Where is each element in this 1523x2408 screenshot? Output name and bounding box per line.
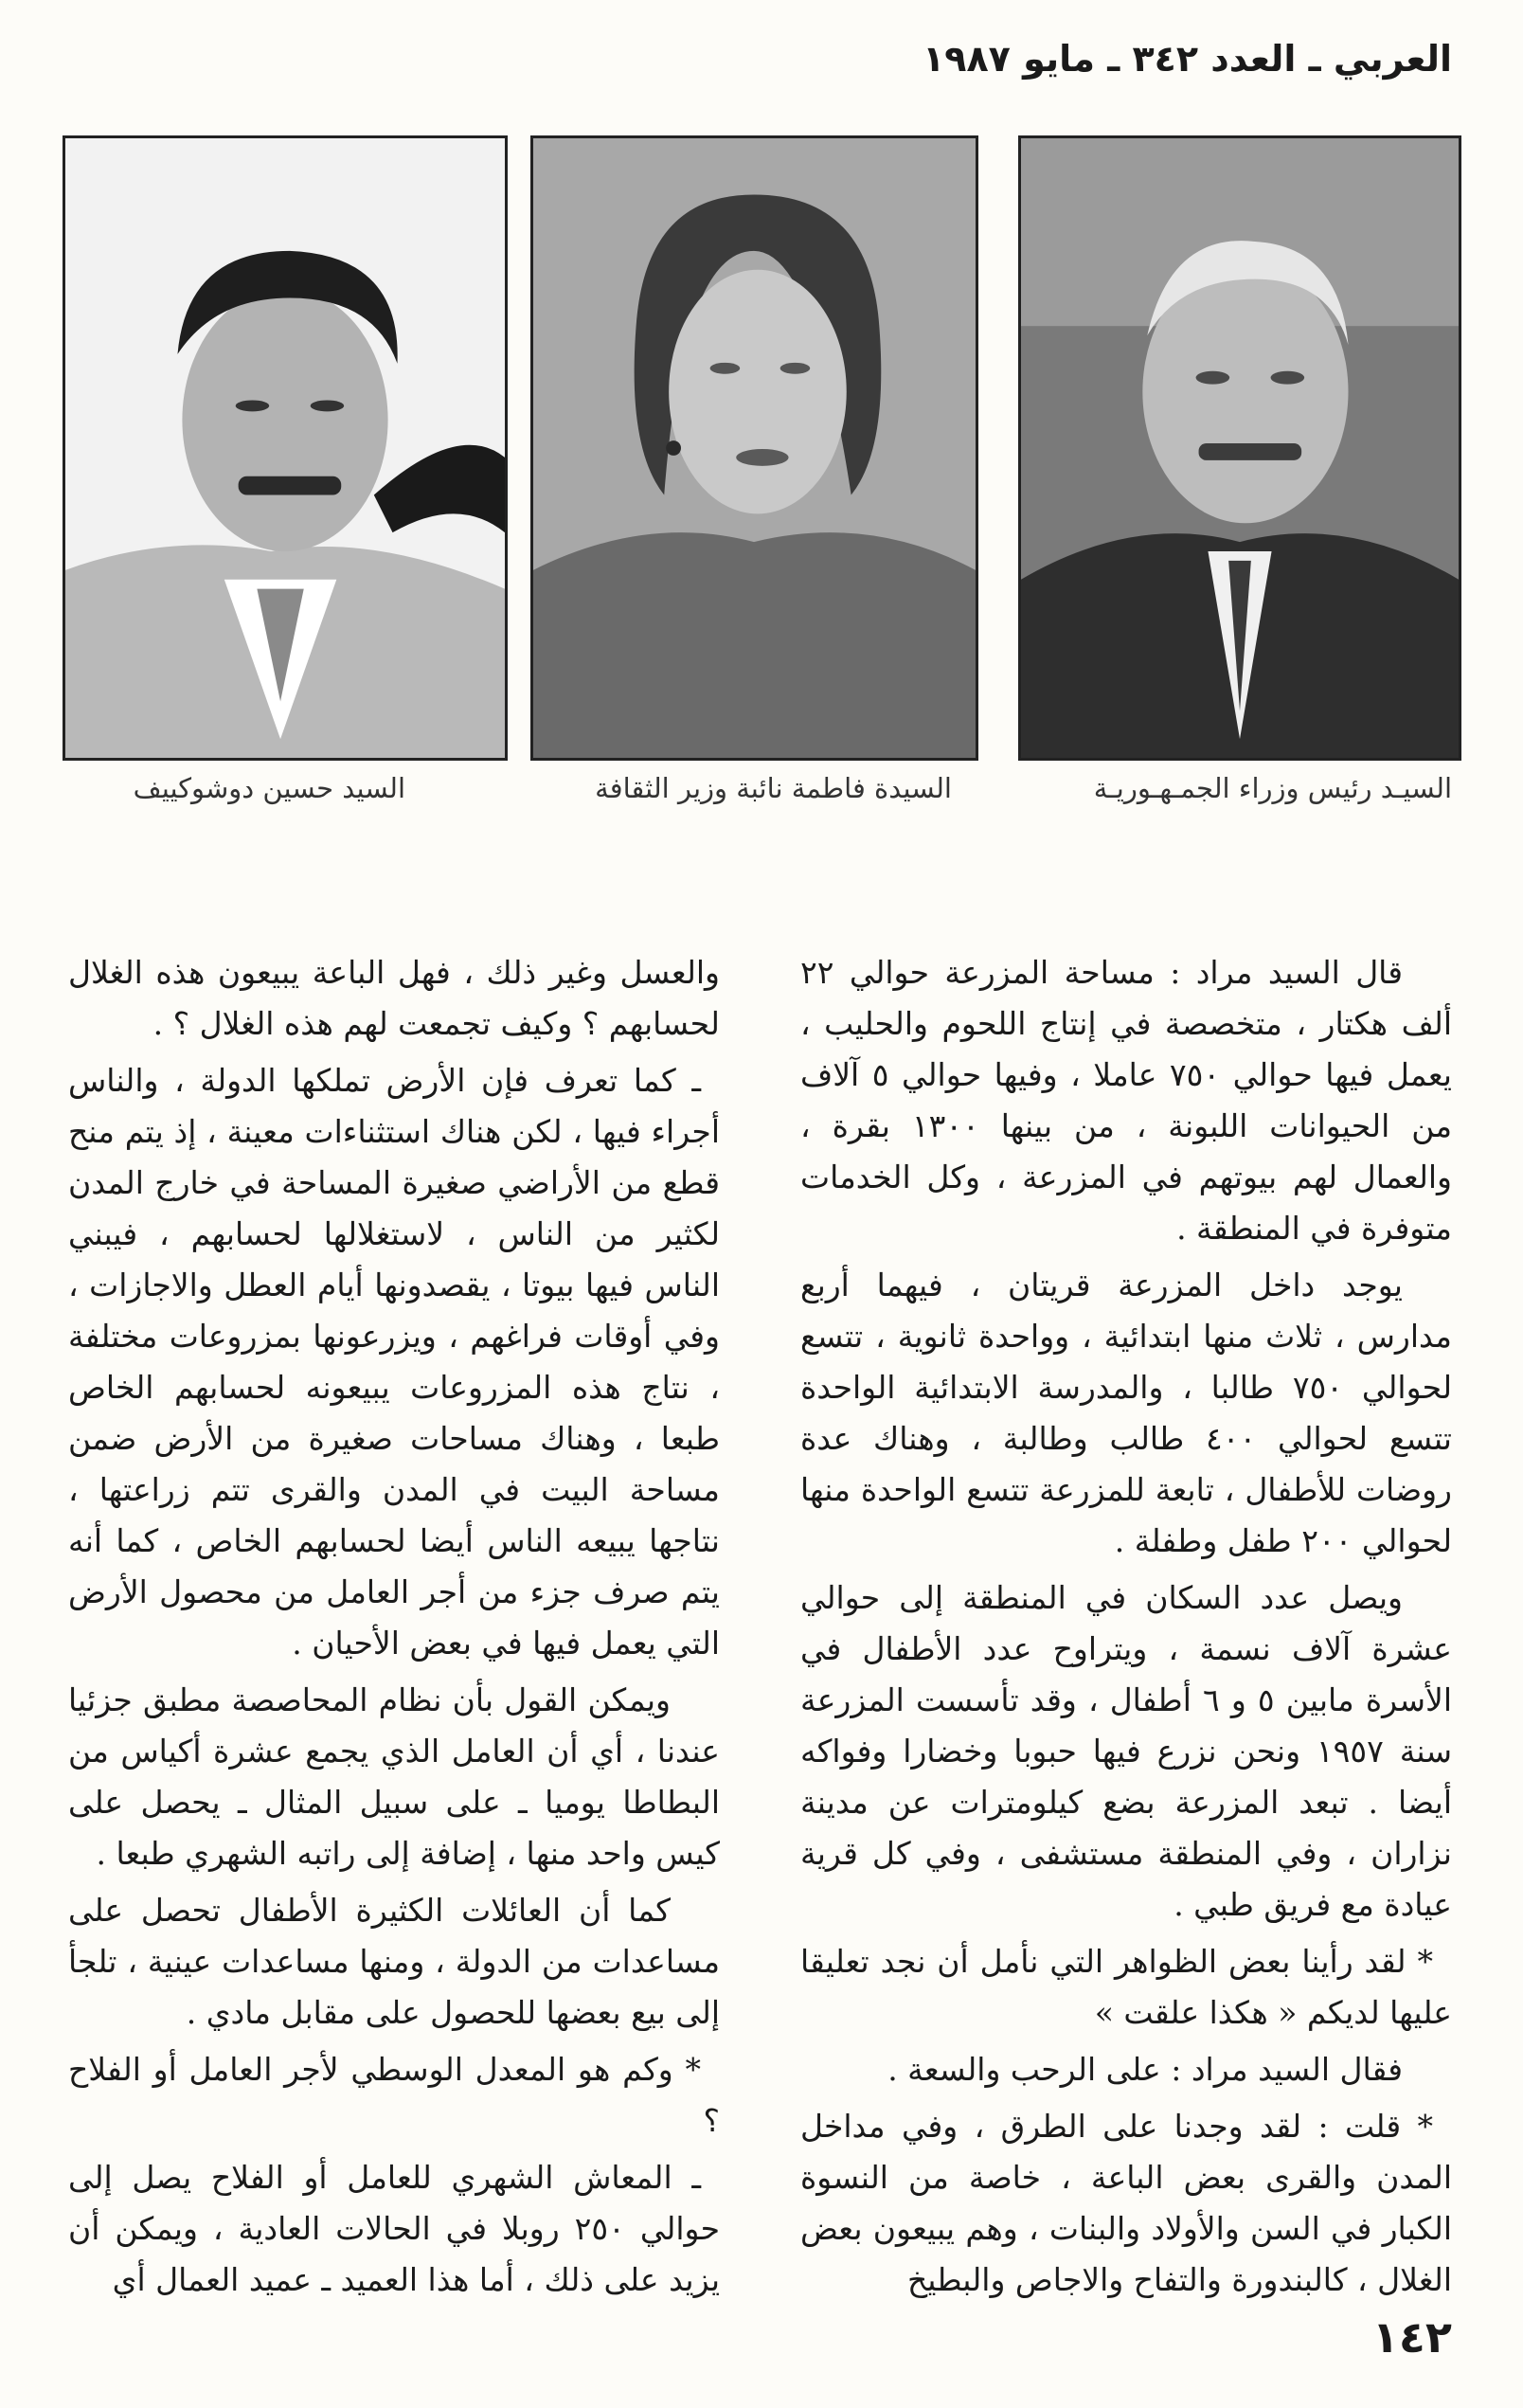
caption-hussein-doshokiev: السيد حسين دوشوكييف (133, 772, 405, 804)
page-number: ١٤٢ (1371, 2311, 1452, 2363)
paragraph: ويمكن القول بأن نظام المحاصصة مطبق جزئيا عندنا ، أي أن العامل الذي يجمع عشرة أكياس من البطاطا يوميا ـ على سبيل المثال ـ يحصل على كيس واحد منها ، إضافة إلى راتبه الشهري طبعا . (68, 1681, 720, 1872)
paragraph: كما أن العائلات الكثيرة الأطفال تحصل على مساعدات من الدولة ، ومنها مساعدات عينية ، تلجأ إلى بيع بعضها للحصول على مقابل مادي . (68, 1892, 720, 2031)
paragraph: قال السيد مراد : مساحة المزرعة حوالي ٢٢ ألف هكتار ، متخصصة في إنتاج اللحوم والحليب ، يعمل فيها حوالي ٧٥٠ عاملا ، وفيها حوالي ٥ آلاف من الحيوانات اللبونة ، من بينها ١٣٠٠ بقرة ، والعمال لهم بيوتهم في المزرعة ، وكل الخدمات متوفرة في المنطقة . (800, 954, 1452, 1247)
photo-hussein-doshokiev (63, 135, 508, 761)
paragraph: يوجد داخل المزرعة قريتان ، فيهما أربع مدارس ، ثلاث منها ابتدائية ، وواحدة ثانوية ، تتسع لحوالي ٧٥٠ طالبا ، والمدرسة الابتدائية الواحدة تتسع لحوالي ٤٠٠ طالب وطالبة ، وهناك عدة روضات للأطفال ، تابعة للمزرعة تتسع الواحدة منها لحوالي ٢٠٠ طفل وطفلة . (800, 1267, 1452, 1559)
photo-prime-minister (1018, 135, 1461, 761)
caption-prime-minister: السيـد رئيس وزراء الجمـهـوريـة (1093, 772, 1452, 804)
portrait-image (65, 138, 505, 758)
article-column-left (68, 947, 720, 2311)
photo-deputy-culture-minister (530, 135, 978, 761)
answer-paragraph: ـ المعاش الشهري للعامل أو الفلاح يصل إلى حوالي ٢٥٠ روبلا في الحالات العادية ، ويمكن أن يزيد على ذلك ، أما هذا العميد ـ عميد العمال أي (68, 2159, 720, 2298)
article-column-right (800, 947, 1452, 2311)
portrait-image (533, 138, 976, 758)
question-paragraph: * وكم هو المعدل الوسطي لأجر العامل أو الفلاح ؟ (68, 2051, 720, 2139)
running-header: العربي ـ العدد ٣٤٢ ـ مايو ١٩٨٧ (923, 38, 1452, 80)
question-paragraph: * قلت : لقد وجدنا على الطرق ، وفي مداخل المدن والقرى بعض الباعة ، خاصة من النسوة الكبار في السن والأولاد والبنات ، وهم يبيعون بعض الغلال ، كالبندورة والتفاح والاجاص والبطيخ (800, 2108, 1452, 2298)
paragraph: فقال السيد مراد : على الرحب والسعة . (887, 2051, 1403, 2088)
caption-deputy-culture-minister: السيدة فاطمة نائبة وزير الثقافة (595, 772, 952, 804)
portrait-image (1021, 138, 1459, 758)
question-paragraph: * لقد رأينا بعض الظواهر التي نأمل أن نجد تعليقا عليها لديكم « هكذا علقت » (800, 1943, 1452, 2031)
paragraph: والعسل وغير ذلك ، فهل الباعة يبيعون هذه الغلال لحسابهم ؟ وكيف تجمعت لهم هذه الغلال ؟ . (68, 954, 720, 1042)
answer-paragraph: ـ كما تعرف فإن الأرض تملكها الدولة ، والناس أجراء فيها ، لكن هناك استثناءات معينة ، إذ يتم منح قطع من الأراضي صغيرة المساحة في خارج المدن لكثير من الناس ، لاستغلالها لحسابهم ، فيبني الناس فيها بيوتا ، يقصدونها أيام العطل والاجازات ، وفي أوقات فراغهم ، ويزرعونها بمزروعات مختلفة ، نتاج هذه المزروعات يبيعونه لحسابهم الخاص طبعا ، وهناك مساحات صغيرة من الأرض ضمن مساحة البيت في المدن والقرى تتم زراعتها ، نتاجها يبيعه الناس أيضا لحسابهم الخاص ، كما أنه يتم صرف جزء من أجر العامل من محصول الأرض التي يعمل فيها في بعض الأحيان . (68, 1062, 720, 1662)
paragraph: ويصل عدد السكان في المنطقة إلى حوالي عشرة آلاف نسمة ، ويتراوح عدد الأطفال في الأسرة مابين ٥ و ٦ أطفال ، وقد تأسست المزرعة سنة ١٩٥٧ ونحن نزرع فيها حبوبا وخضارا وفواكه أيضا . تبعد المزرعة بضع كيلومترات عن مدينة نزاران ، وفي المنطقة مستشفى ، وفي كل قرية عيادة مع فريق طبي . (800, 1579, 1452, 1923)
